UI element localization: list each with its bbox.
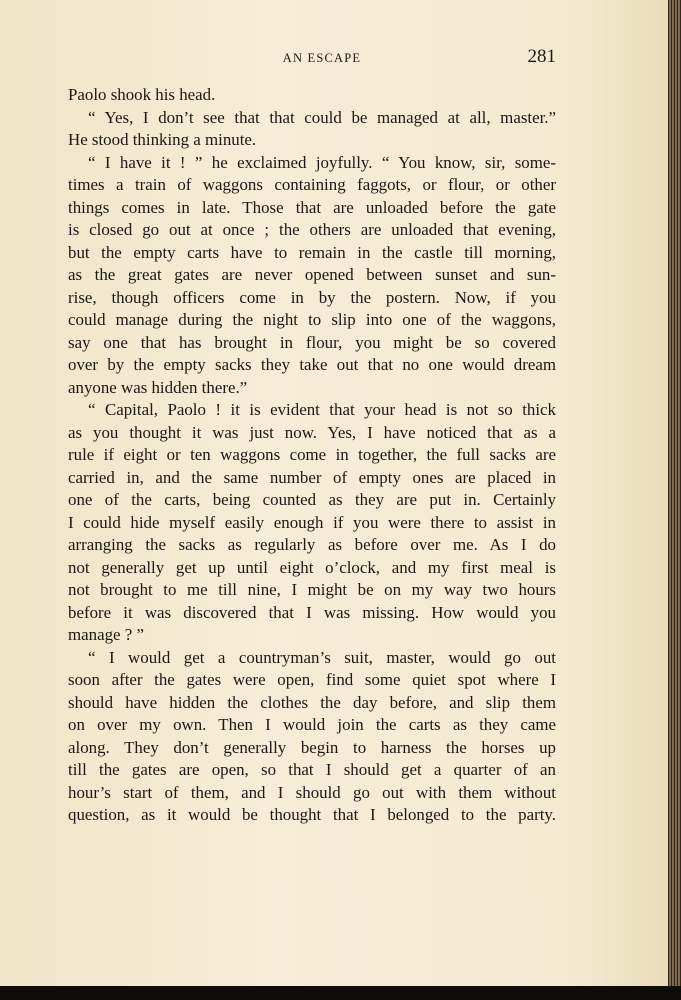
text-line: over by the empty sacks they take out that no one would dream xyxy=(68,355,556,374)
text-line: I could hide myself easily enough if you were there to assist in xyxy=(68,512,556,532)
page-number: 281 xyxy=(527,46,556,67)
text-line: could manage during the night to slip into one of the waggons, xyxy=(68,310,556,329)
text-line: along. They don’t generally begin to harness the horses up xyxy=(68,737,556,757)
text-line: till the gates are open, so that I should get a quarter of an xyxy=(68,760,556,779)
text-line: things comes in late. Those that are unloaded before the gate xyxy=(68,197,556,217)
text-line: question, as it would be thought that I belonged to the party. xyxy=(68,805,556,824)
text-line: anyone was hidden there.” xyxy=(68,377,248,397)
text-line: carried in, and the same number of empty ones are placed in xyxy=(68,467,556,487)
text-line: not brought to me till nine, I might be on my way two hours xyxy=(68,580,556,599)
running-head: AN ESCAPE xyxy=(282,51,362,65)
text-line: rule if eight or ten waggons come in together, the full sacks are xyxy=(68,445,556,464)
text-line: is closed go out at once ; the others are unloaded that evening, xyxy=(68,220,556,239)
text-line: arranging the sacks as regularly as before over me. As I do xyxy=(68,535,556,554)
text-line: “ Yes, I don’t see that that could be managed at all, master.” xyxy=(88,107,556,127)
text-line: not generally get up until eight o’clock, and my first meal is xyxy=(68,557,556,577)
text-line: rise, though officers come in by the postern. Now, if you xyxy=(68,287,556,307)
text-line: say one that has brought in flour, you might be so covered xyxy=(68,332,556,352)
text-line: Paolo shook his head. xyxy=(68,85,216,104)
page-edge xyxy=(668,0,681,1000)
text-line: soon after the gates were open, find some quiet spot where I xyxy=(68,670,556,689)
text-line: as you thought it was just now. Yes, I have noticed that as a xyxy=(68,422,556,442)
text-line: manage ? ” xyxy=(68,625,144,644)
text-line: on over my own. Then I would join the carts as they came xyxy=(68,715,556,734)
text-line: should have hidden the clothes the day before, and slip them xyxy=(68,692,556,712)
text-line: but the empty carts have to remain in the castle till morning, xyxy=(68,242,556,262)
text-line: “ I would get a countryman’s suit, master, would go out xyxy=(88,647,556,667)
text-line: hour’s start of them, and I should go out with them without xyxy=(68,782,556,802)
text-line: “ Capital, Paolo ! it is evident that your head is not so thick xyxy=(88,400,556,419)
page-bottom-edge xyxy=(0,986,681,1000)
body-text xyxy=(68,84,556,827)
text-line: before it was discovered that I was missing. How would you xyxy=(68,602,556,622)
text-line: “ I have it ! ” he exclaimed joyfully. “ You know, sir, some- xyxy=(88,152,556,172)
page-header xyxy=(68,46,556,70)
text-line: as the great gates are never opened between sunset and sun- xyxy=(68,265,556,284)
text-line: times a train of waggons containing faggots, or flour, or other xyxy=(68,175,556,194)
text-line: He stood thinking a minute. xyxy=(68,130,257,149)
text-line: one of the carts, being counted as they are put in. Certainly xyxy=(68,490,556,509)
